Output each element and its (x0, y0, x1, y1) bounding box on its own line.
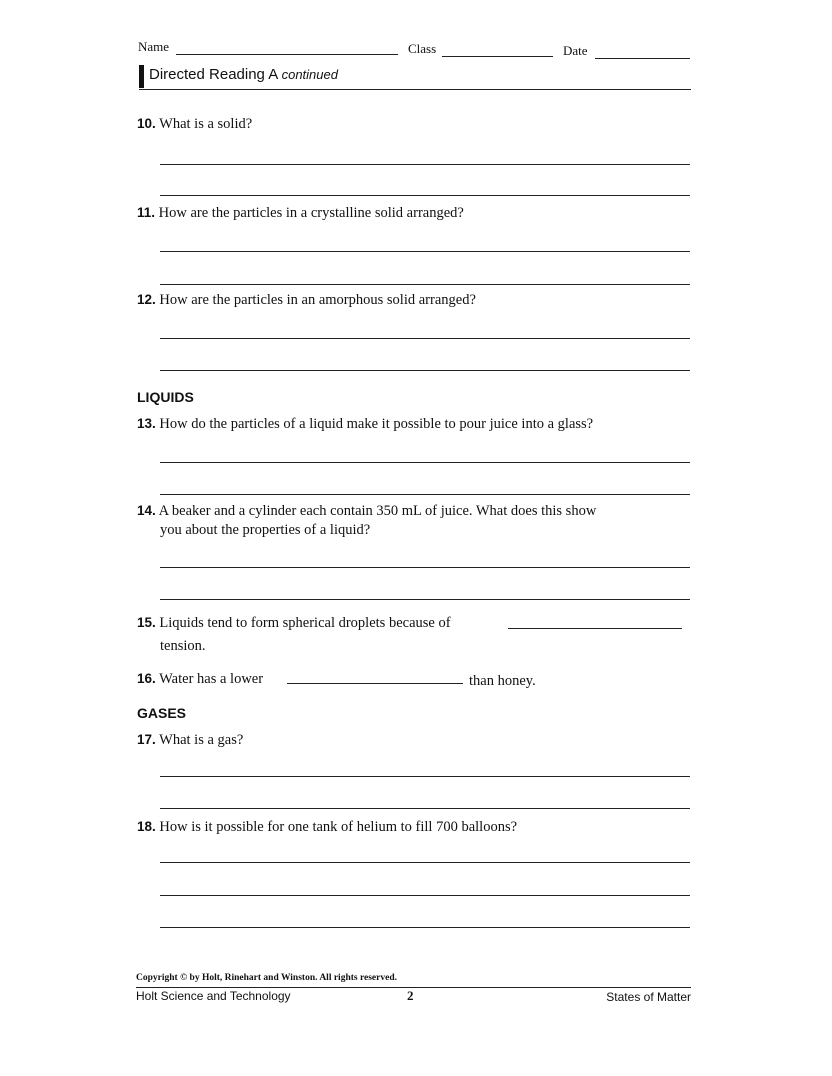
question-number: 16. (137, 671, 156, 686)
question-13 (137, 414, 593, 434)
question-18 (137, 817, 517, 837)
question-text-continued: tension. (160, 638, 206, 654)
question-text: Liquids tend to form spherical droplets because of (159, 615, 451, 631)
answer-line[interactable] (160, 195, 690, 196)
answer-line[interactable] (160, 599, 690, 600)
answer-line[interactable] (160, 462, 690, 463)
question-10 (137, 114, 252, 134)
question-12 (137, 290, 476, 310)
question-number: 17. (137, 732, 156, 747)
section-heading-liquids: LIQUIDS (137, 389, 194, 405)
question-text: What is a gas? (159, 732, 244, 748)
question-16 (137, 669, 263, 689)
answer-line[interactable] (160, 776, 690, 777)
answer-line[interactable] (160, 494, 690, 495)
question-15 (137, 613, 451, 633)
question-15-line-2 (160, 636, 206, 656)
banner-title (149, 66, 338, 83)
banner-bar (139, 65, 144, 88)
fill-in-blank[interactable] (287, 683, 463, 684)
question-text: Water has a lower (159, 671, 264, 687)
answer-line[interactable] (160, 895, 690, 896)
question-14 (137, 501, 596, 521)
fill-in-blank[interactable] (508, 628, 682, 629)
question-text-continued: than honey. (469, 673, 536, 689)
answer-line[interactable] (160, 370, 690, 371)
answer-line[interactable] (160, 862, 690, 863)
chapter-title: States of Matter (606, 990, 691, 1004)
question-16-after-blank (469, 671, 536, 691)
question-text: How are the particles in an amorphous solid arranged? (159, 292, 476, 308)
answer-line[interactable] (160, 251, 690, 252)
banner-rule (139, 89, 691, 90)
name-label: Name (138, 39, 170, 54)
question-number: 12. (137, 292, 156, 307)
answer-line[interactable] (160, 567, 690, 568)
date-field[interactable] (595, 58, 690, 59)
question-text-continued: you about the properties of a liquid? (160, 522, 371, 538)
name-field[interactable] (176, 54, 398, 55)
question-number: 14. (137, 503, 156, 518)
question-11 (137, 203, 464, 223)
question-14-line-2 (160, 520, 370, 540)
question-text: A beaker and a cylinder each contain 350 mL of juice. What does this show (158, 503, 597, 519)
page-number: 2 (407, 988, 414, 1003)
banner-continued: continued (281, 67, 338, 82)
section-heading-gases: GASES (137, 705, 187, 721)
question-number: 10. (137, 116, 156, 131)
publisher-name: Holt Science and Technology (136, 989, 291, 1003)
question-17 (137, 730, 243, 750)
answer-line[interactable] (160, 164, 690, 165)
question-text: What is a solid? (159, 116, 253, 132)
question-number: 11. (137, 205, 156, 220)
date-label: Date (563, 43, 588, 58)
class-label: Class (408, 41, 437, 56)
question-text: How is it possible for one tank of helium to fill 700 balloons? (159, 819, 518, 835)
question-text: How do the particles of a liquid make it possible to pour juice into a glass? (159, 416, 594, 432)
answer-line[interactable] (160, 284, 690, 285)
question-text: How are the particles in a crystalline solid arranged? (158, 205, 464, 221)
class-field[interactable] (442, 56, 553, 57)
copyright-notice: Copyright © by Holt, Rinehart and Winston. All rights reserved. (136, 973, 397, 983)
answer-line[interactable] (160, 927, 690, 928)
question-number: 15. (137, 615, 156, 630)
answer-line[interactable] (160, 808, 690, 809)
banner-title-text: Directed Reading A (149, 66, 278, 83)
question-number: 13. (137, 416, 156, 431)
answer-line[interactable] (160, 338, 690, 339)
question-number: 18. (137, 819, 156, 834)
footer-rule (136, 987, 691, 988)
